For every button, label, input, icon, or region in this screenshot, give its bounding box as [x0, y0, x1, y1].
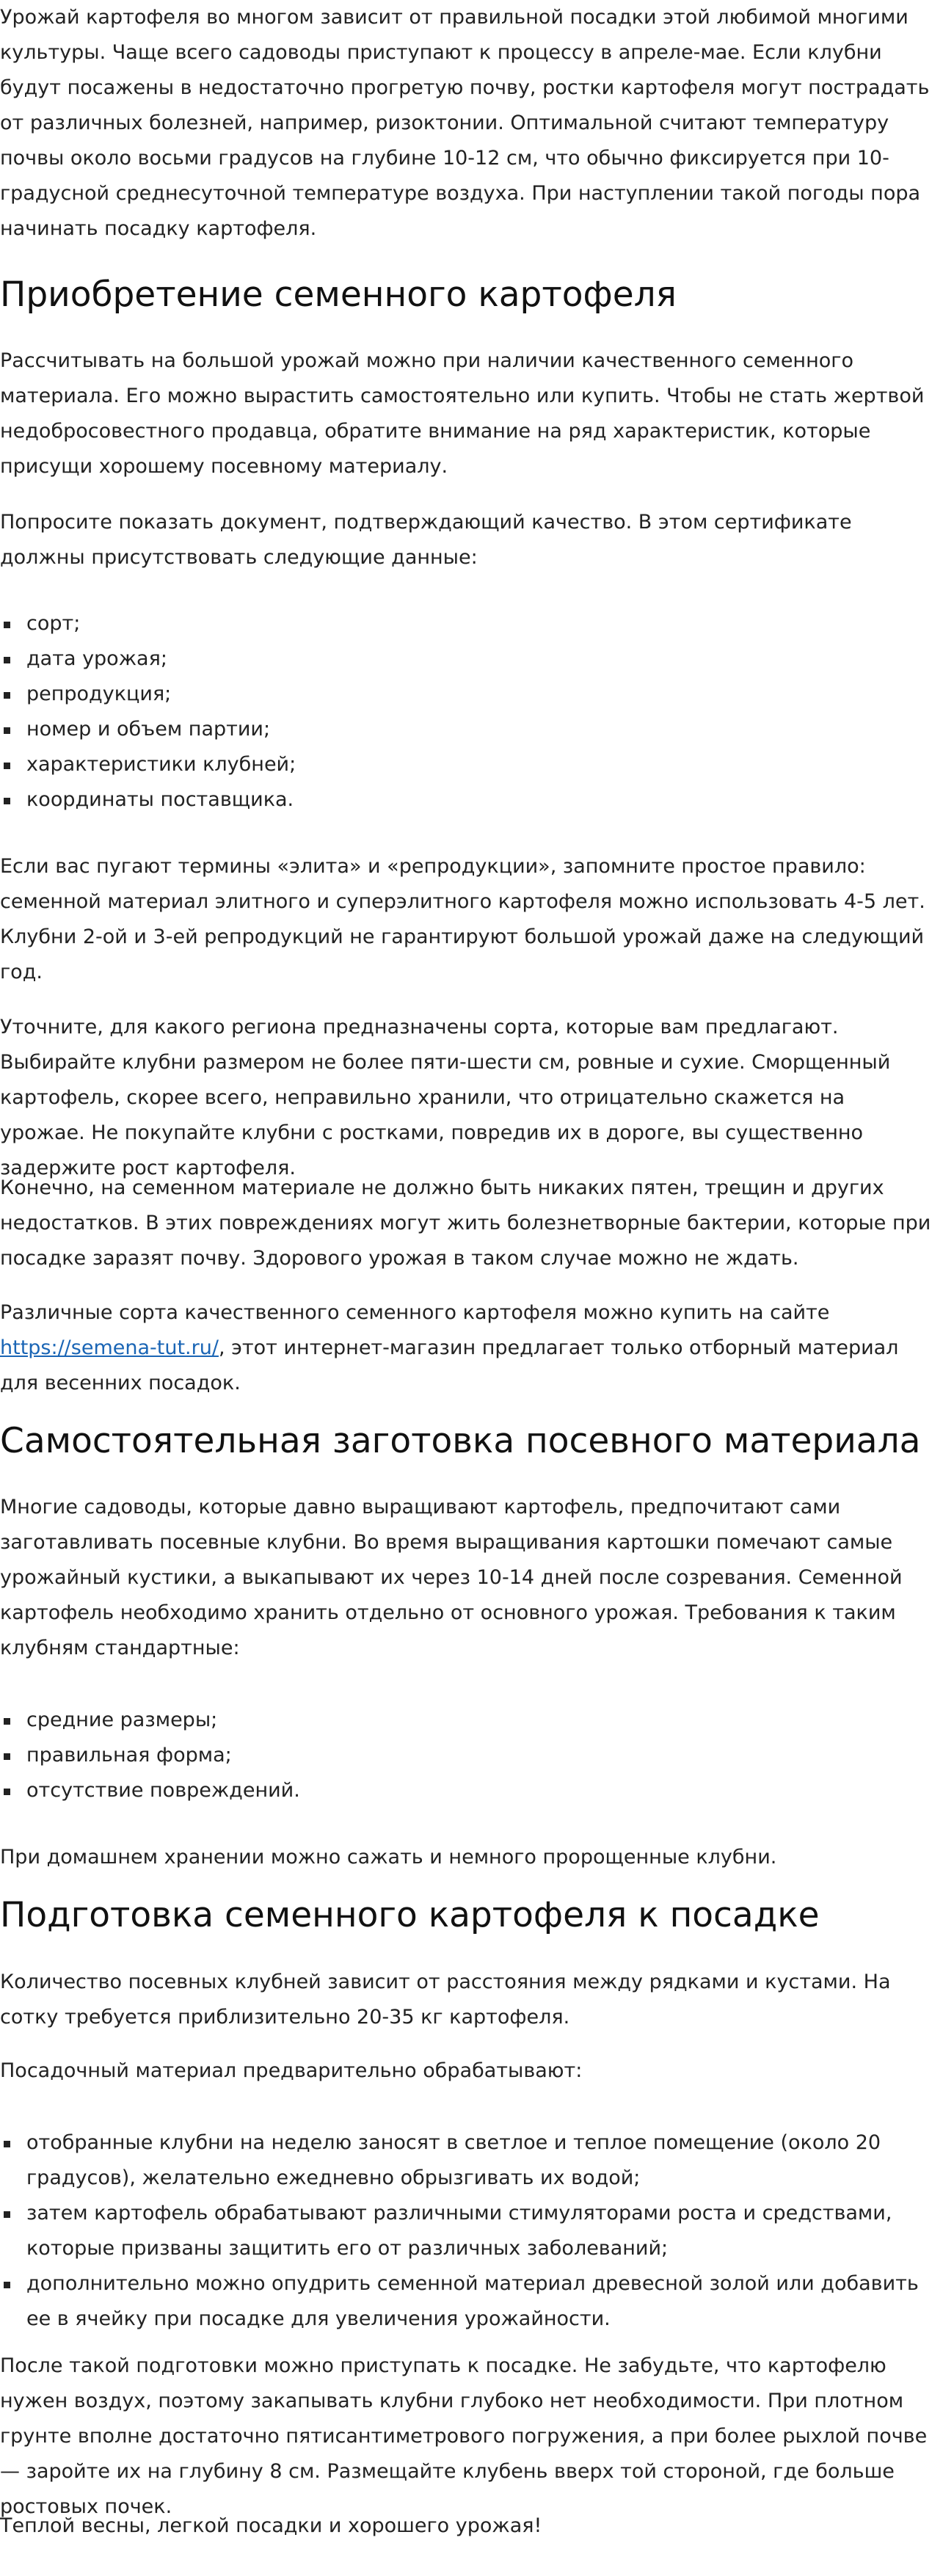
preparation-paragraph-2: Посадочный материал предварительно обрабатывают: — [0, 2059, 583, 2082]
list-item: отобранные клубни на неделю заносят в светлое и теплое помещение (около 20 градусов), желательно ежедневно обрызгивать их водой; — [0, 2125, 932, 2196]
purchase-paragraph-2: Попросите показать документ, подтверждающий качество. В этом сертификате должны присутствовать следующие данные: — [0, 511, 852, 569]
closing-paragraph: Теплой весны, легкой посадки и хорошего урожая! — [0, 2514, 542, 2537]
shop-link[interactable]: https://semena-tut.ru/ — [0, 1336, 219, 1359]
list-item: координаты поставщика. — [0, 782, 932, 818]
list-item: дата урожая; — [0, 641, 932, 677]
list-item: отсутствие повреждений. — [0, 1773, 932, 1808]
list-item: правильная форма; — [0, 1738, 932, 1773]
purchase-paragraph-4: Уточните, для какого региона предназначены сорта, которые вам предлагают. Выбирайте клубни размером не более пяти-шести см, ровные и сухие. Сморщенный картофель, скорее всего, неправильно хранили, что отрицательно скажется на урожае. Не покупайте клубни с ростками, повредив их в дороге, вы существенно задержите рост картофеля. — [0, 1016, 891, 1179]
section-heading-purchase: Приобретение семенного картофеля — [0, 274, 677, 315]
shop-text-after: , этот интернет-магазин предлагает только отборный материал для весенних посадок. — [0, 1336, 899, 1394]
list-item: номер и объем партии; — [0, 712, 932, 747]
list-item: характеристики клубней; — [0, 747, 932, 782]
section-heading-self-preparation: Самостоятельная заготовка посевного материала — [0, 1421, 921, 1461]
list-item: средние размеры; — [0, 1703, 932, 1738]
certificate-data-list — [0, 606, 932, 818]
self-preparation-paragraph-2: При домашнем хранении можно сажать и немного пророщенные клубни. — [0, 1846, 777, 1869]
list-item: затем картофель обрабатывают различными стимуляторами роста и средствами, которые призваны защитить его от различных заболеваний; — [0, 2196, 932, 2266]
self-preparation-paragraph-1: Многие садоводы, которые давно выращивают картофель, предпочитают сами заготавливать посевные клубни. Во время выращивания картошки помечают самые урожайный кустики, а выкапывают их через 10-14 дней после созревания. Семенной картофель необходимо хранить отдельно от основного урожая. Требования к таким клубням стандартные: — [0, 1496, 903, 1659]
purchase-paragraph-6 — [0, 1295, 932, 1401]
purchase-paragraph-1: Рассчитывать на большой урожай можно при наличии качественного семенного материала. Его можно вырастить самостоятельно или купить. Чтобы не стать жертвой недобросовестного продавца, обратите внимание на ряд характеристик, которые присущи хорошему посевному материалу. — [0, 349, 925, 478]
shop-text-before: Различные сорта качественного семенного картофеля можно купить на сайте — [0, 1301, 830, 1324]
purchase-paragraph-5: Конечно, на семенном материале не должно быть никаких пятен, трещин и других недостатков. В этих повреждениях могут жить болезнетворные бактерии, которые при посадке заразят почву. Здорового урожая в таком случае можно не ждать. — [0, 1176, 931, 1270]
preparation-paragraph-3: После такой подготовки можно приступать к посадке. Не забудьте, что картофелю нужен воздух, поэтому закапывать клубни глубоко нет необходимости. При плотном грунте вполне достаточно пятисантиметрового погружения, а при более рыхлой почве — заройте их на глубину 8 см. Размещайте клубень вверх той стороной, где больше ростовых почек. — [0, 2354, 928, 2518]
list-item: сорт; — [0, 606, 932, 641]
intro-paragraph: Урожай картофеля во многом зависит от правильной посадки этой любимой многими культуры. Чаще всего садоводы приступают к процессу в апреле-мае. Если клубни будут посажены в недостаточно прогретую почву, ростки картофеля могут пострадать от различных болезней, например, ризоктонии. Оптимальной считают температуру почвы около восьми градусов на глубине 10-12 см, что обычно фиксируется при 10-градусной среднесуточной температуре воздуха. При наступлении такой погоды пора начинать посадку картофеля. — [0, 6, 930, 240]
treatment-list — [0, 2125, 932, 2337]
preparation-paragraph-1: Количество посевных клубней зависит от расстояния между рядками и кустами. На сотку требуется приблизительно 20-35 кг картофеля. — [0, 1971, 891, 2029]
list-item: репродукция; — [0, 677, 932, 712]
section-heading-preparation: Подготовка семенного картофеля к посадке — [0, 1895, 820, 1935]
requirements-list — [0, 1703, 932, 1808]
purchase-paragraph-3: Если вас пугают термины «элита» и «репродукции», запомните простое правило: семенной материал элитного и суперэлитного картофеля можно использовать 4-5 лет. Клубни 2-ой и 3-ей репродукций не гарантируют большой урожай даже на следующий год. — [0, 855, 925, 983]
list-item: дополнительно можно опудрить семенной материал древесной золой или добавить ее в ячейку при посадке для увеличения урожайности. — [0, 2266, 932, 2337]
